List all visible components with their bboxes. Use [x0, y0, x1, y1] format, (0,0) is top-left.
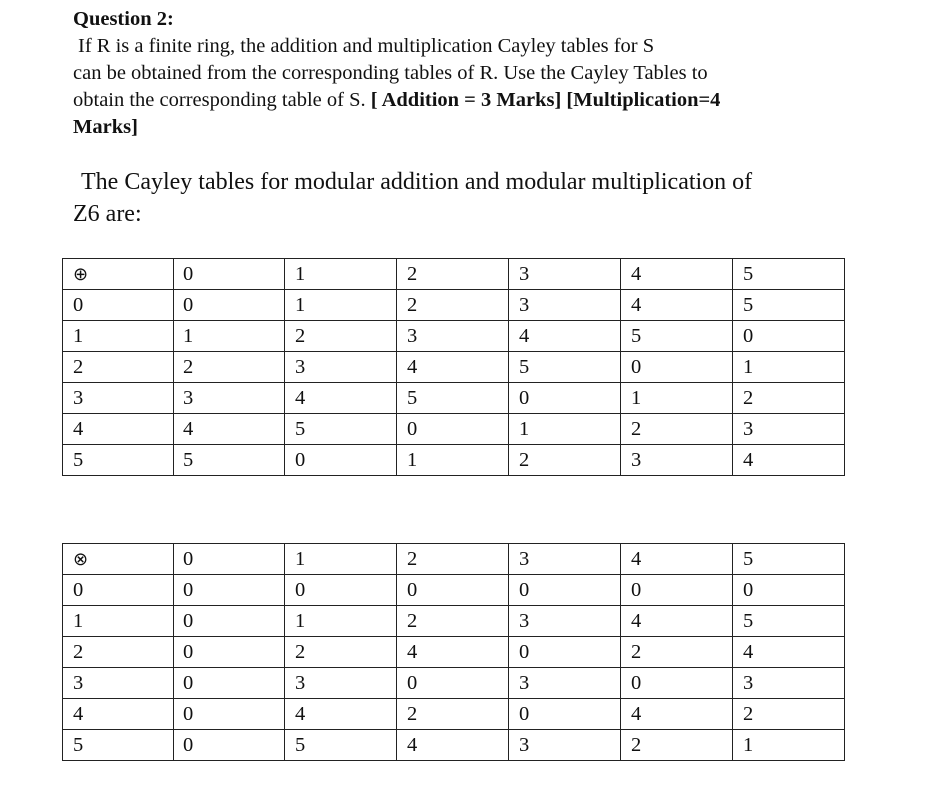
table-cell: 4: [397, 730, 509, 761]
table-cell: 1: [174, 321, 285, 352]
table-row: [63, 699, 845, 730]
header-cell: 1: [285, 544, 397, 575]
marks-note: [ Addition = 3 Marks] [Multiplication=4: [370, 89, 721, 111]
row-label: 5: [63, 445, 174, 476]
table-cell: 0: [174, 575, 285, 606]
header-row: [63, 259, 845, 290]
intro-text: [73, 166, 853, 230]
table-row: [63, 575, 845, 606]
table-cell: 4: [621, 290, 733, 321]
table-cell: 2: [397, 290, 509, 321]
table-cell: 0: [397, 414, 509, 445]
table-cell: 4: [285, 699, 397, 730]
addition-cayley-table: [62, 258, 845, 476]
table-cell: 4: [733, 445, 845, 476]
table-cell: 0: [285, 575, 397, 606]
table-cell: 0: [174, 606, 285, 637]
table-cell: 4: [509, 321, 621, 352]
table-row: [63, 668, 845, 699]
row-label: 4: [63, 699, 174, 730]
multiplication-cayley-table: [62, 543, 845, 761]
table-cell: 2: [621, 414, 733, 445]
table-cell: 3: [509, 606, 621, 637]
table-cell: 1: [509, 414, 621, 445]
table-cell: 1: [285, 606, 397, 637]
table-cell: 0: [621, 352, 733, 383]
table-cell: 0: [174, 699, 285, 730]
row-label: 5: [63, 730, 174, 761]
question-line-3-text: obtain the corresponding table of S.: [73, 89, 371, 111]
intro-line-2: Z6 are:: [73, 201, 142, 227]
table-cell: 0: [174, 730, 285, 761]
table-cell: 4: [285, 383, 397, 414]
table-row: [63, 637, 845, 668]
table-cell: 0: [509, 637, 621, 668]
table-cell: 2: [174, 352, 285, 383]
table-row: [63, 383, 845, 414]
row-label: 0: [63, 290, 174, 321]
table-cell: 5: [285, 730, 397, 761]
table-cell: 3: [733, 668, 845, 699]
header-row: [63, 544, 845, 575]
table-cell: 2: [733, 383, 845, 414]
table-cell: 0: [733, 321, 845, 352]
row-label: 0: [63, 575, 174, 606]
table-cell: 1: [285, 290, 397, 321]
table-cell: 5: [621, 321, 733, 352]
table-cell: 3: [397, 321, 509, 352]
table-cell: 0: [174, 637, 285, 668]
table-cell: 2: [285, 321, 397, 352]
table-cell: 4: [174, 414, 285, 445]
row-label: 2: [63, 637, 174, 668]
table-row: [63, 352, 845, 383]
intro-line-1: The Cayley tables for modular addition and modular multiplication of: [81, 169, 753, 195]
table-cell: 3: [285, 352, 397, 383]
table-cell: 5: [733, 606, 845, 637]
table-cell: 0: [733, 575, 845, 606]
row-label: 4: [63, 414, 174, 445]
header-cell: 0: [174, 259, 285, 290]
table-cell: 1: [733, 352, 845, 383]
table-cell: 0: [285, 445, 397, 476]
table-cell: 2: [733, 699, 845, 730]
header-cell: 4: [621, 259, 733, 290]
table-row: [63, 414, 845, 445]
corner-cell: [63, 544, 174, 575]
table-cell: 0: [509, 383, 621, 414]
header-cell: 2: [397, 544, 509, 575]
question-line-2: can be obtained from the corresponding tables of R. Use the Cayley Tables to: [73, 62, 708, 84]
question-line-1: If R is a finite ring, the addition and multiplication Cayley tables for S: [78, 35, 655, 57]
table-cell: 0: [174, 668, 285, 699]
table-cell: 1: [621, 383, 733, 414]
table-cell: 0: [509, 699, 621, 730]
table-cell: 0: [621, 575, 733, 606]
table-cell: 2: [621, 637, 733, 668]
row-label: 3: [63, 668, 174, 699]
table-cell: 4: [621, 606, 733, 637]
header-cell: 5: [733, 259, 845, 290]
table-row: [63, 321, 845, 352]
table-row: [63, 606, 845, 637]
question-line-3: [73, 87, 833, 114]
operator-symbol: ⊕: [73, 263, 89, 285]
header-cell: 4: [621, 544, 733, 575]
question-block: [73, 6, 833, 141]
table-cell: 0: [509, 575, 621, 606]
table-cell: 0: [397, 668, 509, 699]
header-cell: 3: [509, 544, 621, 575]
table-cell: 0: [621, 668, 733, 699]
operator-symbol: ⊗: [73, 548, 89, 570]
header-cell: 5: [733, 544, 845, 575]
table-row: [63, 730, 845, 761]
table-row: [63, 445, 845, 476]
corner-cell: [63, 259, 174, 290]
header-cell: 2: [397, 259, 509, 290]
row-label: 1: [63, 606, 174, 637]
table-cell: 5: [733, 290, 845, 321]
table-cell: 2: [509, 445, 621, 476]
header-cell: 3: [509, 259, 621, 290]
table-cell: 5: [397, 383, 509, 414]
table-cell: 2: [621, 730, 733, 761]
table-row: [63, 290, 845, 321]
row-label: 1: [63, 321, 174, 352]
header-cell: 1: [285, 259, 397, 290]
table-cell: 5: [509, 352, 621, 383]
table-cell: 4: [397, 352, 509, 383]
table-cell: 5: [174, 445, 285, 476]
table-cell: 2: [397, 699, 509, 730]
table-cell: 0: [397, 575, 509, 606]
table-cell: 4: [733, 637, 845, 668]
table-cell: 3: [733, 414, 845, 445]
header-cell: 0: [174, 544, 285, 575]
question-line-4: Marks]: [73, 116, 138, 138]
table-cell: 4: [621, 699, 733, 730]
table-cell: 3: [285, 668, 397, 699]
row-label: 2: [63, 352, 174, 383]
table-cell: 3: [509, 290, 621, 321]
table-cell: 5: [285, 414, 397, 445]
table-cell: 3: [621, 445, 733, 476]
row-label: 3: [63, 383, 174, 414]
question-title: Question 2:: [73, 8, 174, 30]
table-cell: 3: [509, 730, 621, 761]
table-cell: 1: [397, 445, 509, 476]
table-cell: 1: [733, 730, 845, 761]
table-cell: 4: [397, 637, 509, 668]
table-cell: 0: [174, 290, 285, 321]
table-cell: 2: [285, 637, 397, 668]
table-cell: 2: [397, 606, 509, 637]
table-cell: 3: [174, 383, 285, 414]
table-cell: 3: [509, 668, 621, 699]
